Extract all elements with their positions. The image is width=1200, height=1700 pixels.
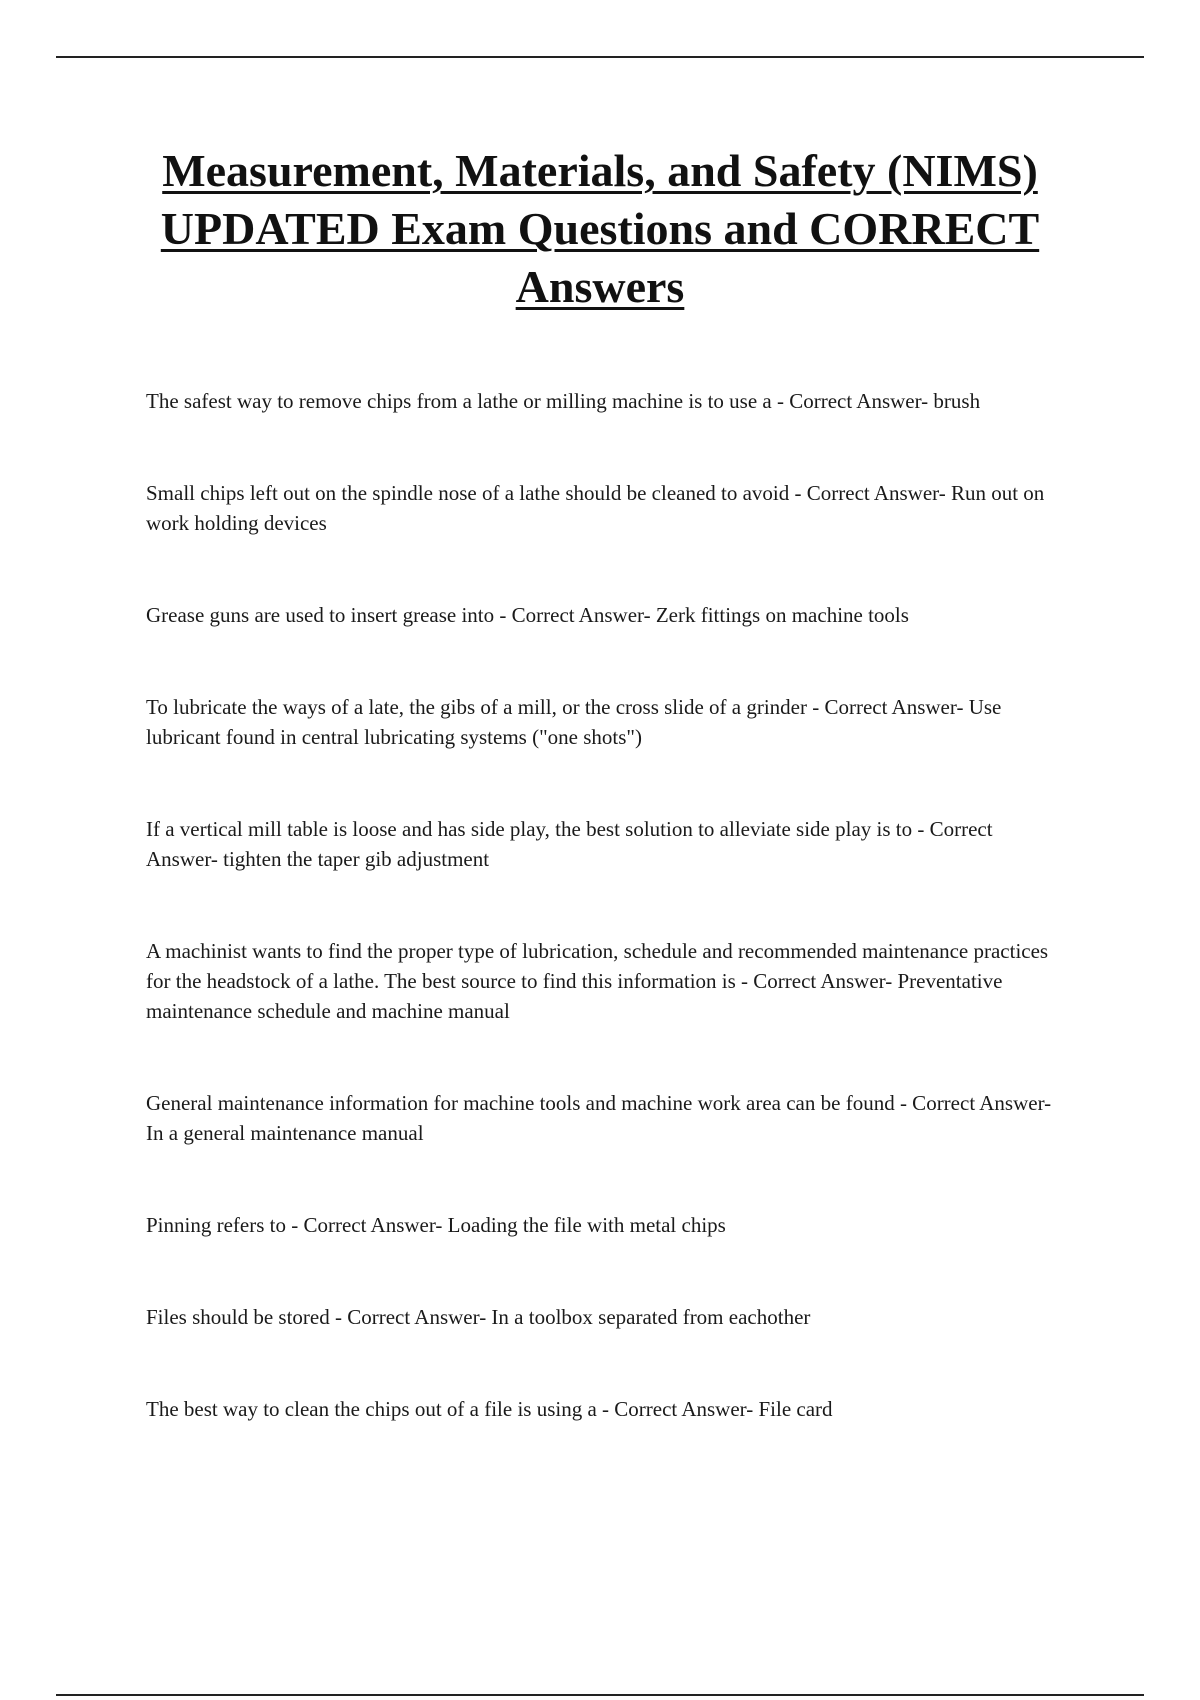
qa-item: Grease guns are used to insert grease into - Correct Answer- Zerk fittings on machine tools bbox=[146, 603, 909, 627]
qa-item: The safest way to remove chips from a lathe or milling machine is to use a - Correct Answer- brush bbox=[146, 389, 981, 413]
qa-item: Pinning refers to - Correct Answer- Loading the file with metal chips bbox=[146, 1213, 726, 1237]
top-rule bbox=[56, 56, 1144, 58]
qa-item: The best way to clean the chips out of a file is using a - Correct Answer- File card bbox=[146, 1397, 833, 1421]
qa-item: A machinist wants to find the proper type of lubrication, schedule and recommended maintenance practices for the headstock of a lathe. The best source to find this information is - Correct Answer- Preventative maintenance schedule and machine manual bbox=[146, 939, 1049, 1023]
document-title: Measurement, Materials, and Safety (NIMS) UPDATED Exam Questions and CORRECT Answers bbox=[160, 145, 1040, 312]
qa-list bbox=[146, 386, 1066, 1486]
bottom-rule bbox=[56, 1694, 1144, 1696]
qa-item: If a vertical mill table is loose and has side play, the best solution to alleviate side play is to - Correct Answer- tighten the taper gib adjustment bbox=[146, 817, 993, 871]
qa-item: To lubricate the ways of a late, the gibs of a mill, or the cross slide of a grinder - Correct Answer- Use lubricant found in central lubricating systems ("one shots") bbox=[146, 695, 1002, 749]
qa-item: General maintenance information for machine tools and machine work area can be found - Correct Answer- In a general maintenance manual bbox=[146, 1091, 1052, 1145]
qa-item: Small chips left out on the spindle nose of a lathe should be cleaned to avoid - Correct Answer- Run out on work holding devices bbox=[146, 481, 1045, 535]
qa-item: Files should be stored - Correct Answer- In a toolbox separated from eachother bbox=[146, 1305, 811, 1329]
